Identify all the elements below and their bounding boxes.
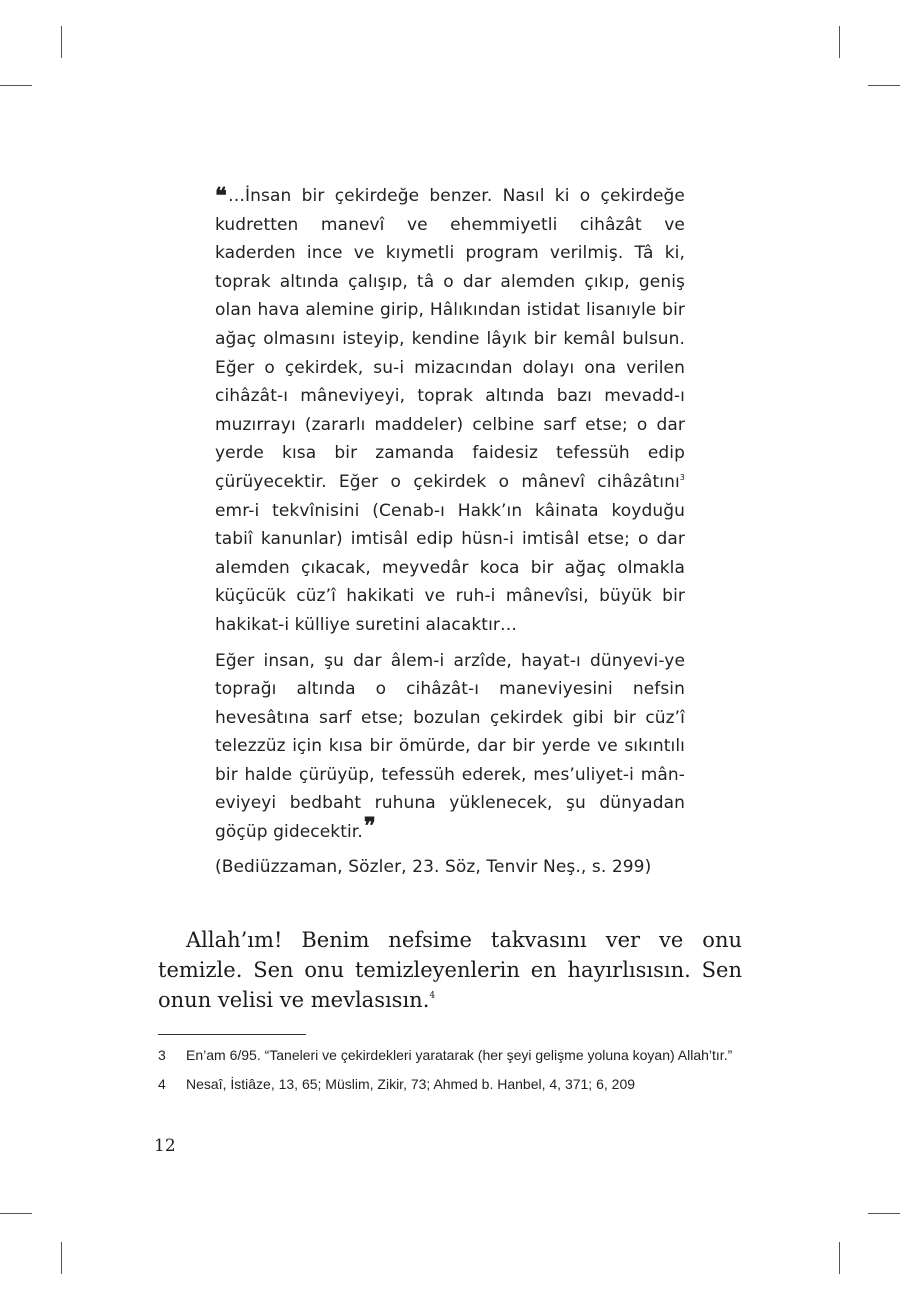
close-quote-icon: ❞ xyxy=(363,813,376,840)
quote-text: Eğer insan, şu dar âlem-i arzîde, hayat-ı dünyevi-ye toprağı altında o cihâzât-ı maneviyesini nefsin hevesâtına sarf etse; bozulan çekirdek gibi bir cüz’î telezzüz için kısa bir ömürde, dar bir yerde ve sıkıntılı bir halde çürüyüp, tefessüh ederek, mes’uliyet-i mân-eviyeyi bedbaht ruhuna yüklenecek, şu dünyadan göçüp gidecektir. xyxy=(215,650,685,843)
quote-paragraph xyxy=(215,647,685,847)
crop-mark xyxy=(0,85,32,86)
footnote xyxy=(158,1073,748,1096)
footnotes xyxy=(158,1044,748,1102)
quote-text: emr-i tekvînisini (Cenab-ı Hakk’ın kâinata koyduğu tabiî kanunlar) imtisâl edip hüsn-i imtisâl etse; o dar alemden çıkacak, meyvedâr koca bir ağaç olmakla küçücük cüz’î hakikati ve ruh-i mânevîsi, büyük bir hakikat-i külliye suretini alacaktır… xyxy=(215,500,685,635)
quote-block xyxy=(215,182,685,881)
crop-mark xyxy=(839,26,840,58)
quote-citation: (Bediüzzaman, Sözler, 23. Söz, Tenvir Neş., s. 299) xyxy=(215,856,652,877)
footnote-divider xyxy=(158,1034,306,1035)
prayer-text: Allah’ım! Benim nefsime takvasını ver ve onu temizle. Sen onu temizleyenlerin en hayırlısısın. Sen onun velisi ve mevlasısın. xyxy=(158,928,742,1012)
open-quote-icon: ❝ xyxy=(215,183,227,209)
footnote-number: 3 xyxy=(158,1047,166,1063)
crop-mark xyxy=(61,1242,62,1274)
footnote-text: En’am 6/95. “Taneleri ve çekirdekleri yaratarak (her şeyi gelişme yoluna koyan) Allah’tır.” xyxy=(186,1047,733,1063)
crop-mark xyxy=(868,85,900,86)
quote-text: …İnsan bir çekirdeğe benzer. Nasıl ki o çekirdeğe kudretten manevî ve ehemmiyetli cihâzât ve kaderden ince ve kıymetli program verilmiş. Tâ ki, toprak altında çalışıp, tâ o dar alemden çıkıp, geniş olan hava alemine girip, Hâlıkından istidat lisanıyle bir ağaç olmasını isteyip, kendine lâyık bir kemâl bulsun. Eğer o çekirdek, su-i mizacından dolayı ona verilen cihâzât-ı mâneviyeyi, toprak altında bazı mevadd-ı muzırrayı (zararlı maddeler) celbine sarf etse; o dar yerde kısa bir zamanda faidesiz tefessüh edip çürüyecektir. Eğer o çekirdek o mânevî cihâzâtını xyxy=(215,186,685,492)
crop-mark xyxy=(868,1213,900,1214)
footnote-reference: 3 xyxy=(679,472,685,482)
footnote-reference: 4 xyxy=(429,991,436,1001)
crop-mark xyxy=(839,1242,840,1274)
crop-mark xyxy=(0,1213,32,1214)
footnote-text: Nesaî, İstiâze, 13, 65; Müslim, Zikir, 73; Ahmed b. Hanbel, 4, 371; 6, 209 xyxy=(186,1076,636,1092)
crop-mark xyxy=(61,26,62,58)
prayer-paragraph xyxy=(158,925,742,1015)
footnote-number: 4 xyxy=(158,1076,166,1092)
footnote xyxy=(158,1044,748,1067)
quote-paragraph xyxy=(215,182,685,640)
page-number: 12 xyxy=(154,1136,176,1156)
